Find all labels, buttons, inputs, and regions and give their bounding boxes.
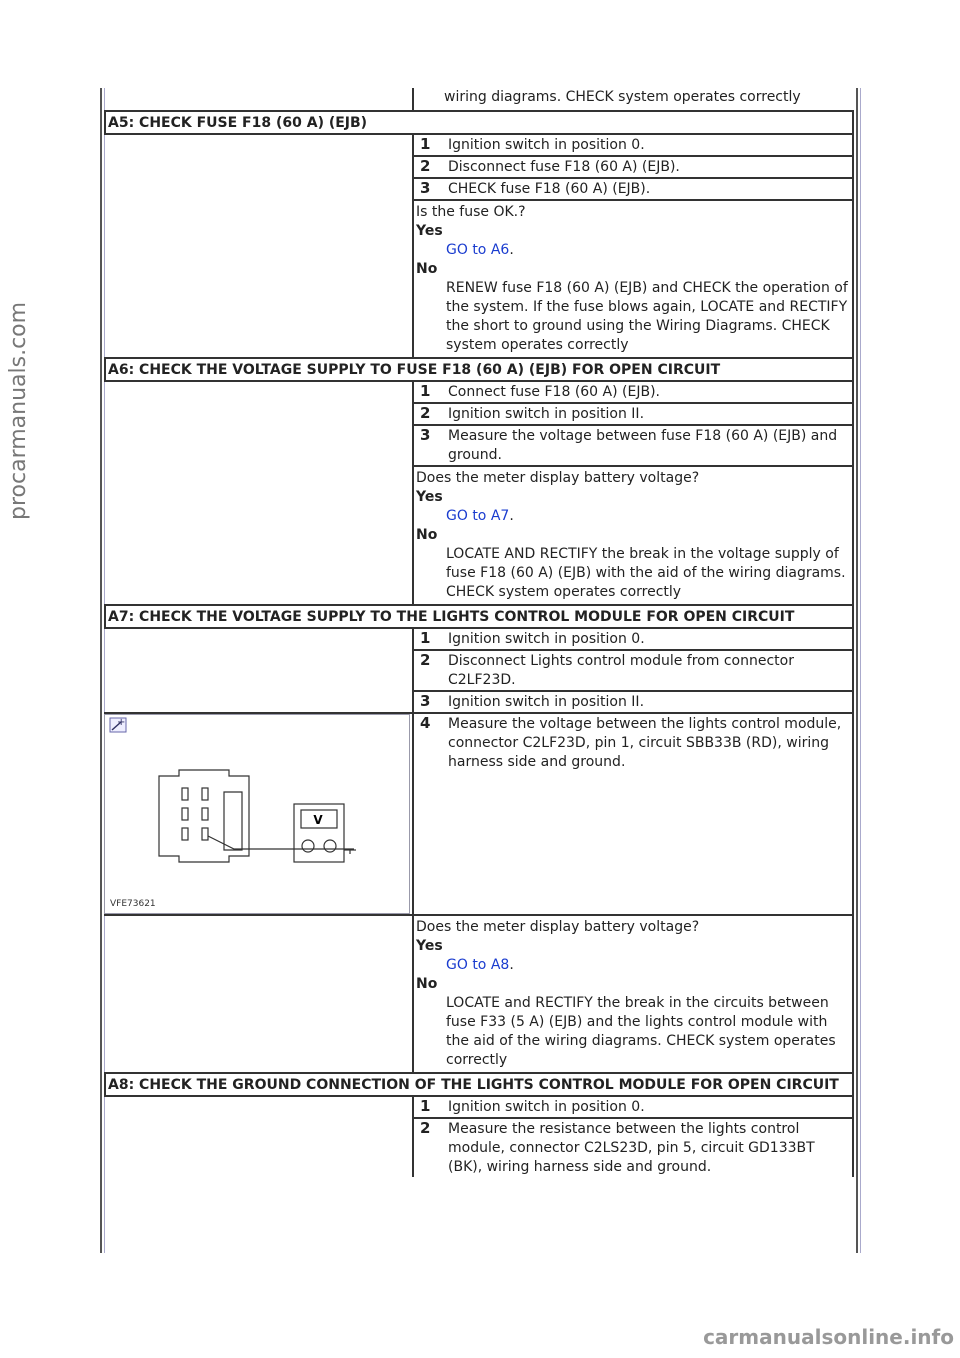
step: 3 CHECK fuse F18 (60 A) (EJB). xyxy=(414,177,852,199)
question-block: Is the fuse OK.? Yes GO to A6. No RENEW fuse F18 (60 A) (EJB) and CHECK the operation of the system. If the fuse blows again, LOCATE and RECTIFY the short to ground using the Wiring Diagrams. CHECK system operates correctly xyxy=(414,199,852,357)
step: 1 Ignition switch in position 0. xyxy=(420,629,645,647)
step: 4 Measure the voltage between the lights control module, connector C2LF23D, pin 1, circuit SBB33B (RD), wiring harness side and ground. xyxy=(420,714,842,770)
diagnostic-document xyxy=(104,88,854,1177)
right-border xyxy=(856,88,858,1253)
connector-diagram xyxy=(104,714,410,914)
left-border xyxy=(100,88,102,1253)
section-title-a5: A5: CHECK FUSE F18 (60 A) (EJB) xyxy=(104,110,854,135)
svg-text:+: + xyxy=(117,717,126,728)
step: 2 Disconnect Lights control module from connector C2LF23D. xyxy=(414,649,852,690)
go-to-a6-link[interactable]: GO to A6 xyxy=(446,242,510,258)
figure-id: VFE73621 xyxy=(110,899,156,909)
meter-label: V xyxy=(313,813,323,827)
section-title-a6: A6: CHECK THE VOLTAGE SUPPLY TO FUSE F18 (60 A) (EJB) FOR OPEN CIRCUIT xyxy=(104,357,854,382)
step: 2 Ignition switch in position II. xyxy=(414,402,852,424)
right-border-inner xyxy=(860,88,861,1253)
zoom-icon[interactable] xyxy=(110,717,126,732)
connector-figure xyxy=(104,714,414,914)
step: 2 Disconnect fuse F18 (60 A) (EJB). xyxy=(414,155,852,177)
go-to-a7-link[interactable]: GO to A7 xyxy=(446,508,510,524)
section-title-a8: A8: CHECK THE GROUND CONNECTION OF THE LIGHTS CONTROL MODULE FOR OPEN CIRCUIT xyxy=(104,1072,854,1097)
go-to-a8-link[interactable]: GO to A8 xyxy=(446,957,510,973)
section-title-a7: A7: CHECK THE VOLTAGE SUPPLY TO THE LIGHTS CONTROL MODULE FOR OPEN CIRCUIT xyxy=(104,604,854,629)
step: 3 Measure the voltage between fuse F18 (60 A) (EJB) and ground. xyxy=(414,424,852,465)
continued-row xyxy=(104,88,854,110)
step: 1 Ignition switch in position 0. xyxy=(420,1097,645,1115)
step: 1 Ignition switch in position 0. xyxy=(420,135,645,153)
step: 1 Connect fuse F18 (60 A) (EJB). xyxy=(420,382,660,400)
side-watermark: procarmanuals.com xyxy=(6,301,31,520)
connector-drawing xyxy=(159,770,356,862)
question-block: Does the meter display battery voltage? Yes GO to A8. No LOCATE and RECTIFY the break in the circuits between fuse F33 (5 A) (EJB) and the lights control module with the aid of the wiring diagrams. CHECK system operates correctly xyxy=(416,919,836,1068)
step: 3 Ignition switch in position II. xyxy=(414,690,852,712)
step: 2 Measure the resistance between the lights control module, connector C2LS23D, pin 5, circuit GD133BT (BK), wiring harness side and ground. xyxy=(414,1117,852,1177)
question-block: Does the meter display battery voltage? Yes GO to A7. No LOCATE AND RECTIFY the break in the voltage supply of fuse F18 (60 A) (EJB) with the aid of the wiring diagrams. CHECK system operates correctly xyxy=(414,465,852,604)
continued-text: wiring diagrams. CHECK system operates correctly xyxy=(444,89,801,105)
footer-watermark: carmanualsonline.info xyxy=(703,1325,954,1349)
